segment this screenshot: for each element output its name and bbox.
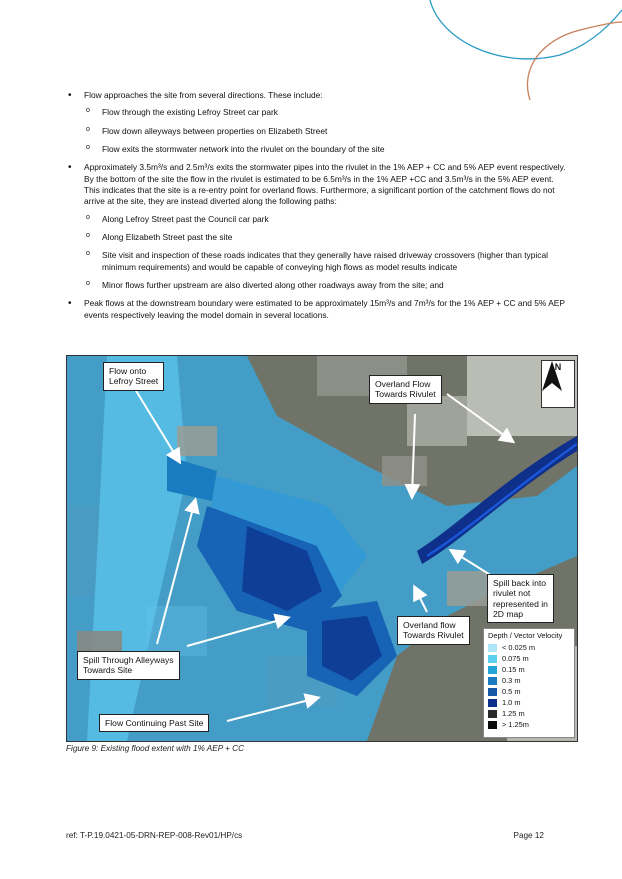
callout-overland-flow-rivulet <box>369 375 442 404</box>
legend-label: 0.3 m <box>502 676 521 685</box>
legend-item <box>488 664 570 675</box>
bullet-2 <box>66 162 566 207</box>
callout-flow-onto-lefroy <box>103 362 164 391</box>
callout-line: Lefroy Street <box>109 376 159 387</box>
legend-item <box>488 675 570 686</box>
bullet-3 <box>66 298 566 321</box>
map-legend <box>483 628 575 738</box>
legend-swatch <box>488 677 497 685</box>
legend-item <box>488 653 570 664</box>
callout-line: Spill Through Alleyways <box>83 655 174 665</box>
callout-spill-through-alleyways <box>77 651 180 680</box>
legend-label: 0.5 m <box>502 687 521 696</box>
callout-line: Towards Rivulet <box>375 389 436 400</box>
sub-bullet-1-1 <box>66 107 566 118</box>
sub-bullet-2-4 <box>66 280 566 291</box>
callout-line: Overland flow <box>403 620 456 630</box>
bullet-1 <box>66 90 566 101</box>
callout-line: 2D map <box>493 608 524 619</box>
callout-overland-flow-lower <box>397 616 470 645</box>
callout-line: Flow Continuing Past Site <box>105 718 204 728</box>
legend-item <box>488 719 570 730</box>
callout-line: Flow onto <box>109 366 147 376</box>
legend-label: 1.0 m <box>502 698 521 707</box>
flood-map-figure <box>66 355 578 742</box>
legend-label: 0.075 m <box>502 654 529 663</box>
figure-caption: Figure 9: Existing flood extent with 1% AEP + CC <box>66 744 245 753</box>
sub-bullet-text: Flow down alleyways between properties on Elizabeth Street <box>102 125 328 136</box>
legend-rows <box>488 642 570 730</box>
legend-label: < 0.025 m <box>502 643 536 652</box>
callout-line: Towards Rivulet <box>403 630 464 641</box>
legend-swatch <box>488 721 497 729</box>
sub-bullet-text: Along Lefroy Street past the Council car park <box>102 213 269 224</box>
north-label: N <box>554 362 562 372</box>
legend-swatch <box>488 699 497 707</box>
north-arrow <box>541 360 575 408</box>
legend-label: 1.25 m <box>502 709 525 718</box>
sub-bullet-2-3 <box>66 250 566 273</box>
legend-swatch <box>488 688 497 696</box>
bullet-2-text: Approximately 3.5m³/s and 2.5m³/s exits the stormwater pipes into the rivulet in the 1% AEP + CC and 5% AEP event respectively. By the bottom of the site the flow in the rivulet is estimated to be 6.5m³/s in the 1% AEP +CC and 3.5m³/s in the 5% AEP event. This indicates that the site is a re-entry point for overland flows. Furthermore, a significant portion of the catchment flows do not arrive at the site, they are instead diverted along the following paths: <box>84 162 566 207</box>
callout-flow-continuing <box>99 714 209 732</box>
legend-swatch <box>488 655 497 663</box>
callout-line: Overland Flow <box>375 379 431 389</box>
callout-line: represented in <box>493 598 548 609</box>
legend-swatch <box>488 666 497 674</box>
sub-bullet-text: Flow exits the stormwater network into the rivulet on the boundary of the site <box>102 144 385 155</box>
north-arrow-icon <box>542 361 562 391</box>
legend-item <box>488 642 570 653</box>
sub-bullet-2-2 <box>66 232 566 243</box>
bullet-1-text: Flow approaches the site from several directions. These include: <box>84 90 323 100</box>
callout-spill-back <box>487 574 554 623</box>
legend-swatch <box>488 710 497 718</box>
bullet-3-text: Peak flows at the downstream boundary were estimated to be approximately 15m³/s and 7m³/s for the 1% AEP + CC and 5% AEP events respectively leaving the model domain in several locations. <box>84 298 565 320</box>
sub-bullet-text: Site visit and inspection of these roads indicates that they generally have raised driveway crossovers (higher than typical minimum requirements) and would be capable of conveying high flows as model results indicate <box>102 250 548 272</box>
page-number: Page 12 <box>513 831 544 840</box>
callout-line: Towards Site <box>83 665 133 676</box>
sub-bullet-text: Along Elizabeth Street past the site <box>102 232 233 243</box>
sub-bullet-1-2 <box>66 126 566 137</box>
legend-swatch <box>488 644 497 652</box>
legend-title: Depth / Vector Velocity <box>488 631 563 640</box>
legend-label: 0.15 m <box>502 665 525 674</box>
sub-bullet-1-3 <box>66 144 566 155</box>
legend-item <box>488 697 570 708</box>
legend-item <box>488 708 570 719</box>
page-footer <box>66 831 544 840</box>
callout-line: Spill back into <box>493 578 547 588</box>
sub-bullet-2-1 <box>66 214 566 225</box>
callout-line: rivulet not <box>493 588 531 599</box>
footer-reference: ref: T-P.19.0421-05-DRN-REP-008-Rev01/HP/cs <box>66 831 243 840</box>
sub-bullet-text: Flow through the existing Lefroy Street car park <box>102 107 278 118</box>
sub-bullet-text: Minor flows further upstream are also diverted along other roadways away from the site; and <box>102 280 444 291</box>
body-text <box>66 90 566 327</box>
legend-label: > 1.25m <box>502 720 529 729</box>
legend-item <box>488 686 570 697</box>
